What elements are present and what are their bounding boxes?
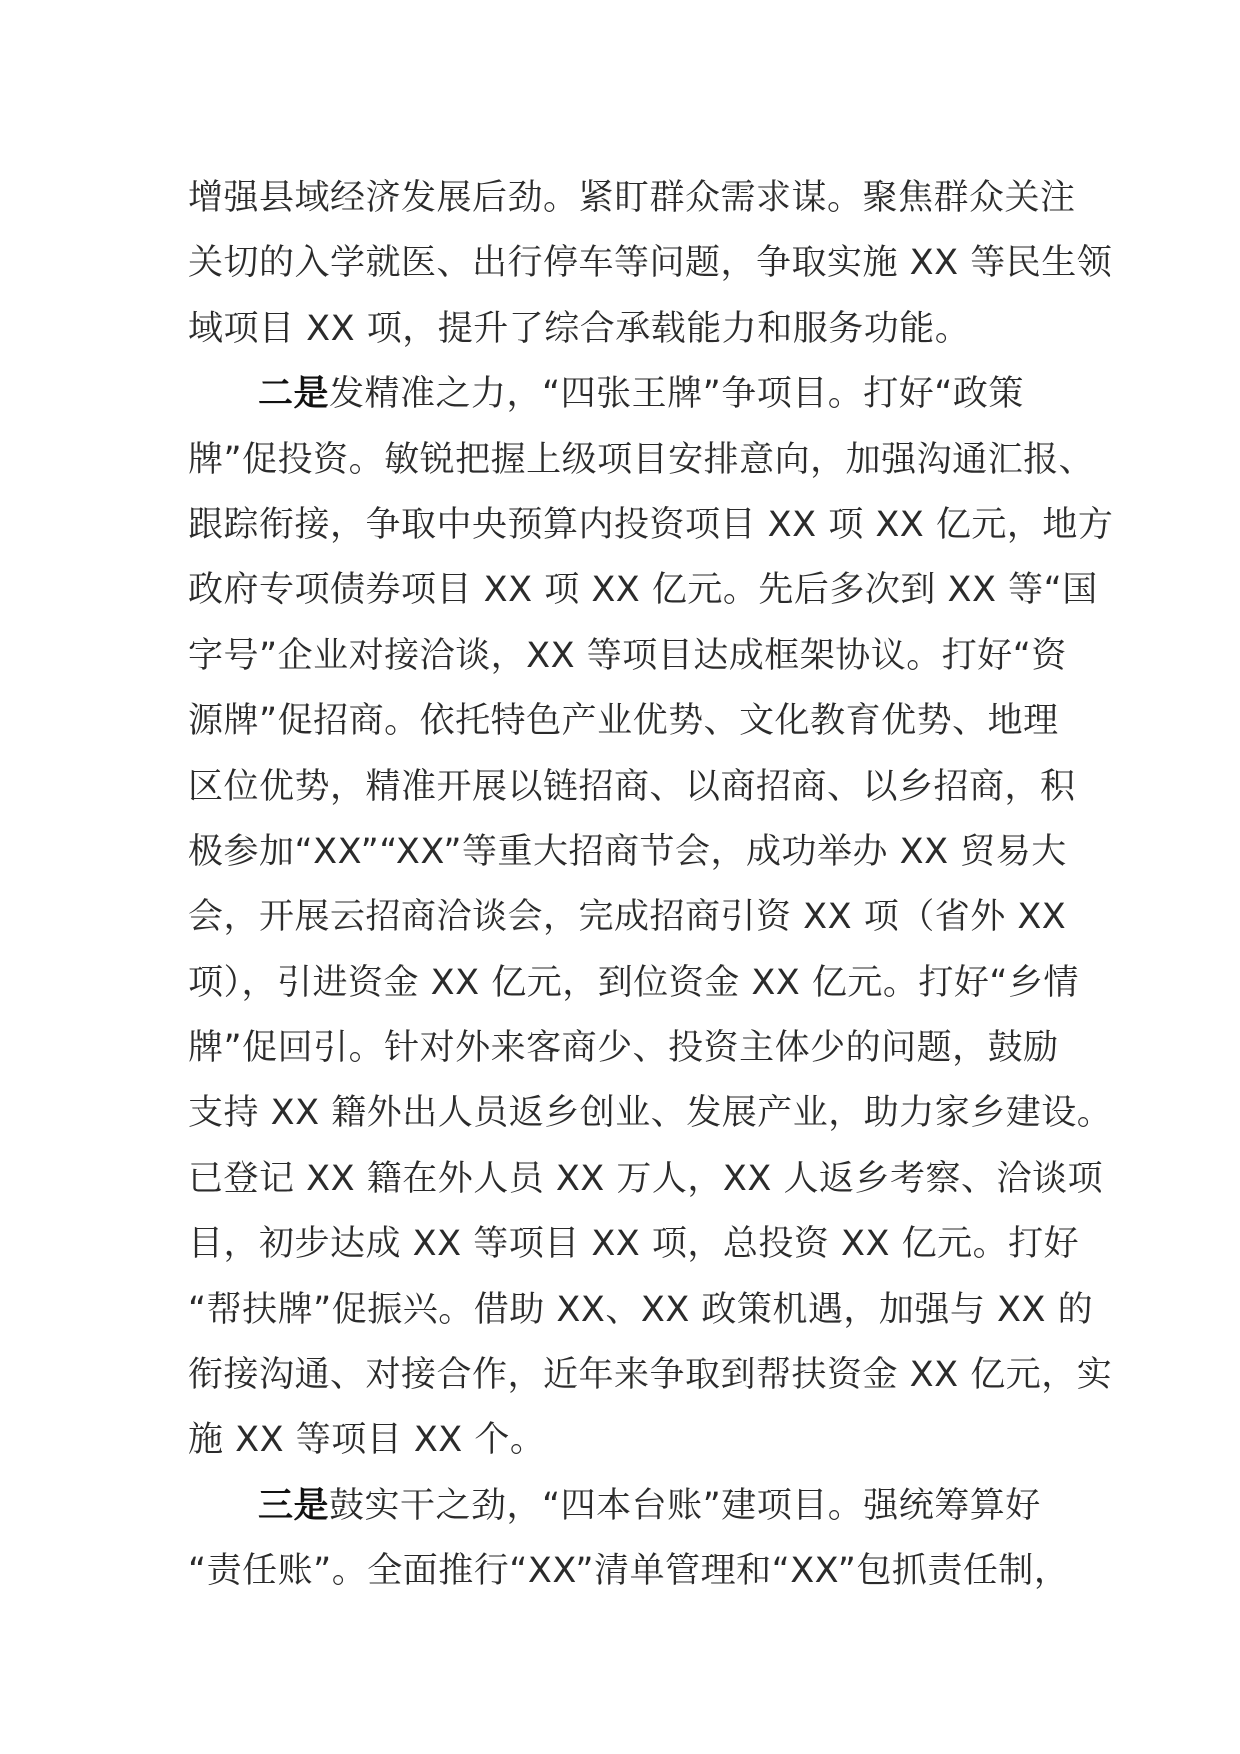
paragraph-2-line: 牌”促回引。针对外来客商少、投资主体少的问题，鼓励 bbox=[188, 1028, 1059, 1069]
paragraph-2-line: 源牌”促招商。依托特色产业优势、文化教育优势、地理 bbox=[188, 701, 1059, 742]
paragraph-2-line: “帮扶牌”促振兴。借助 XX、XX 政策机遇，加强与 XX 的 bbox=[188, 1289, 1094, 1330]
paragraph-2-line: 施 XX 等项目 XX 个。 bbox=[188, 1420, 546, 1461]
paragraph-2-line: 政府专项债券项目 XX 项 XX 亿元。先后多次到 XX 等“国 bbox=[188, 570, 1098, 611]
paragraph-2-line: 极参加“XX”“XX”等重大招商节会，成功举办 XX 贸易大 bbox=[188, 831, 1067, 872]
paragraph-1 bbox=[188, 166, 1113, 362]
paragraph-1-line: 域项目 XX 项，提升了综合承载能力和服务功能。 bbox=[188, 308, 971, 349]
document-body bbox=[188, 166, 1114, 1605]
paragraph-2-first-line-text: 发精准之力，“四张王牌”争项目。打好“政策 bbox=[329, 374, 1024, 415]
paragraph-3-first-line-text: 鼓实干之劲，“四本台账”建项目。强统筹算好 bbox=[329, 1485, 1041, 1526]
paragraph-1-line: 关切的入学就医、出行停车等问题，争取实施 XX 等民生领 bbox=[188, 243, 1113, 284]
paragraph-2-line: 支持 XX 籍外出人员返乡创业、发展产业，助力家乡建设。 bbox=[188, 1093, 1113, 1134]
paragraph-2-lead: 二是 bbox=[258, 374, 330, 415]
paragraph-2-line: 跟踪衔接，争取中央预算内投资项目 XX 项 XX 亿元，地方 bbox=[188, 504, 1114, 545]
paragraph-3 bbox=[188, 1474, 1080, 1605]
paragraph-2-line: 字号”企业对接洽谈，XX 等项目达成框架协议。打好“资 bbox=[188, 635, 1067, 676]
paragraph-2-line: 衔接沟通、对接合作，近年来争取到帮扶资金 XX 亿元，实 bbox=[188, 1355, 1113, 1396]
paragraph-3-line: “责任账”。全面推行“XX”清单管理和“XX”包抓责任制， bbox=[188, 1551, 1070, 1592]
paragraph-2-line: 区位优势，精准开展以链招商、以商招商、以乡招商，积 bbox=[188, 766, 1076, 807]
paragraph-2 bbox=[188, 362, 1114, 1474]
paragraph-2-first-line bbox=[188, 362, 1080, 427]
paragraph-2-line: 已登记 XX 籍在外人员 XX 万人，XX 人返乡考察、洽谈项 bbox=[188, 1158, 1103, 1199]
paragraph-2-line: 会，开展云招商洽谈会，完成招商引资 XX 项（省外 XX bbox=[188, 897, 1067, 938]
paragraph-1-line: 增强县域经济发展后劲。紧盯群众需求谋。聚焦群众关注 bbox=[188, 178, 1076, 218]
paragraph-3-lead: 三是 bbox=[258, 1485, 330, 1526]
paragraph-2-line: 项），引进资金 XX 亿元，到位资金 XX 亿元。打好“乡情 bbox=[188, 962, 1080, 1003]
paragraph-2-line: 牌”促投资。敏锐把握上级项目安排意向，加强沟通汇报、 bbox=[188, 439, 1095, 480]
paragraph-2-line: 目，初步达成 XX 等项目 XX 项，总投资 XX 亿元。打好 bbox=[188, 1224, 1080, 1265]
paragraph-3-first-line bbox=[188, 1474, 1080, 1539]
